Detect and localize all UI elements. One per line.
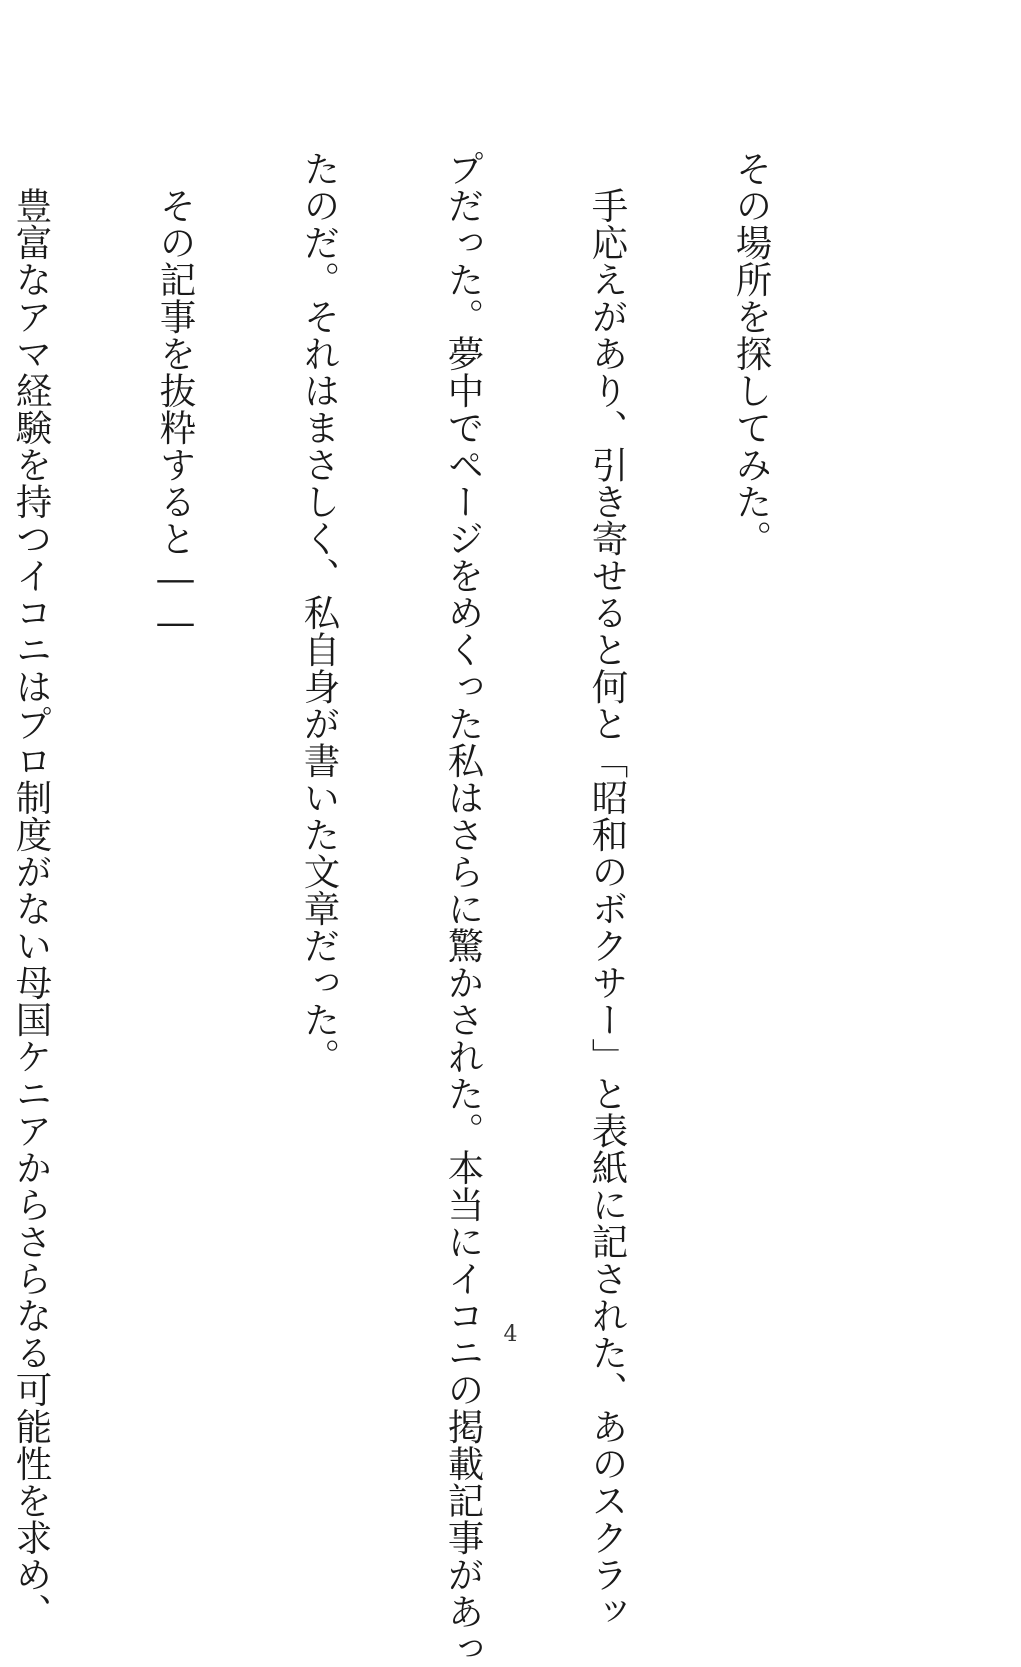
text-line-1: その場所を探してみた。 xyxy=(730,150,773,557)
text-line-2: 手応えがあり、引き寄せると何と「昭和のボクサー」と表紙に記された、あのスクラッ xyxy=(586,150,629,1630)
text-line-5: その記事を抜粋すると―― xyxy=(154,150,197,644)
page-number: 4 xyxy=(503,1322,518,1347)
text-line-6: 豊富なアマ経験を持つイコニはプロ制度がない母国ケニアからさらなる可能性を求め、 xyxy=(10,150,53,1630)
vertical-body-text xyxy=(10,150,871,1667)
text-line-4: たのだ。それはまさしく、私自身が書いた文章だった。 xyxy=(298,150,341,1075)
text-line-3: プだった。夢中でページをめくった私はさらに驚かされた。本当にイコニの掲載記事があっ xyxy=(442,150,485,1667)
